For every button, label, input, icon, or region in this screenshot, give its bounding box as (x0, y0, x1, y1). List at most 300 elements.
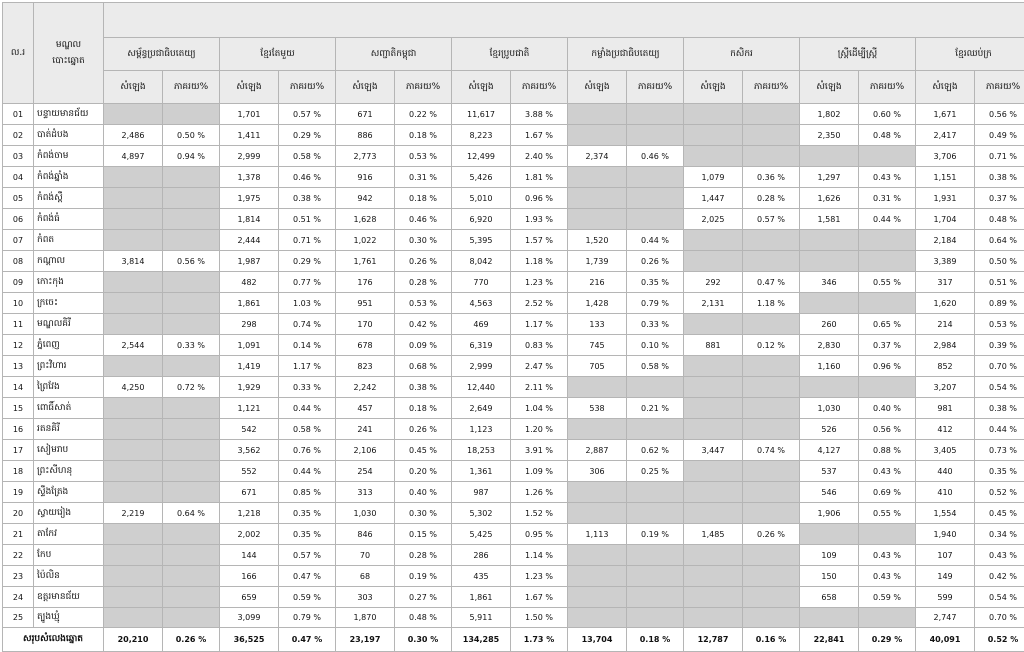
votes-cell (104, 482, 163, 503)
row-number: 19 (3, 482, 34, 503)
total-row (3, 628, 1024, 652)
table-row (3, 146, 1024, 167)
province-name: កំពង់ធំ (34, 209, 104, 230)
votes-cell (684, 419, 743, 440)
votes-cell (684, 461, 743, 482)
percent-cell (743, 251, 800, 272)
percent-cell: 0.89 % (975, 293, 1024, 314)
percent-cell: 0.46 % (395, 209, 452, 230)
total-percent-cell: 0.16 % (743, 628, 800, 652)
votes-cell: 2,184 (916, 230, 975, 251)
votes-cell: 1,554 (916, 503, 975, 524)
percent-cell (163, 167, 220, 188)
percent-cell: 0.50 % (975, 251, 1024, 272)
percent-cell: 0.42 % (395, 314, 452, 335)
votes-cell: 1,975 (220, 188, 279, 209)
percent-cell: 0.56 % (163, 251, 220, 272)
header-percent: ភាគរយ% (975, 71, 1024, 104)
votes-cell: 18,253 (452, 440, 511, 461)
percent-cell: 0.60 % (859, 104, 916, 125)
percent-cell: 1.17 % (511, 314, 568, 335)
votes-cell (800, 230, 859, 251)
votes-cell: 1,022 (336, 230, 395, 251)
votes-cell (568, 377, 627, 398)
votes-cell (568, 587, 627, 608)
header-party-7: ស្ត្រីដើម្បីស្ត្រី (800, 38, 916, 71)
province-name: បន្ទាយមានជ័យ (34, 104, 104, 125)
votes-cell: 254 (336, 461, 395, 482)
percent-cell: 0.29 % (279, 125, 336, 146)
votes-cell: 12,499 (452, 146, 511, 167)
votes-cell: 1,739 (568, 251, 627, 272)
votes-cell (684, 146, 743, 167)
votes-cell: 981 (916, 398, 975, 419)
header-party-4: ខ្មែរប្រូបជាតិ (452, 38, 568, 71)
votes-cell: 435 (452, 566, 511, 587)
row-number: 14 (3, 377, 34, 398)
votes-cell: 150 (800, 566, 859, 587)
percent-cell: 0.50 % (163, 125, 220, 146)
votes-cell: 2,444 (220, 230, 279, 251)
votes-cell (684, 545, 743, 566)
percent-cell: 0.51 % (975, 272, 1024, 293)
percent-cell: 0.09 % (395, 335, 452, 356)
votes-cell (568, 167, 627, 188)
percent-cell (163, 440, 220, 461)
percent-cell: 1.04 % (511, 398, 568, 419)
votes-cell: 214 (916, 314, 975, 335)
province-name: កោះកុង (34, 272, 104, 293)
percent-cell: 0.14 % (279, 335, 336, 356)
row-number: 12 (3, 335, 34, 356)
percent-cell: 0.47 % (279, 566, 336, 587)
votes-cell (104, 587, 163, 608)
votes-cell: 3,814 (104, 251, 163, 272)
votes-cell: 542 (220, 419, 279, 440)
votes-cell: 2,131 (684, 293, 743, 314)
table-row (3, 440, 1024, 461)
table-row (3, 104, 1024, 125)
province-name: ត្បូងឃ្មុំ (34, 608, 104, 628)
province-name: ភ្នំពេញ (34, 335, 104, 356)
header-votes: សំឡេង (104, 71, 163, 104)
percent-cell: 0.45 % (975, 503, 1024, 524)
province-name: កំពង់ចាម (34, 146, 104, 167)
percent-cell: 0.79 % (279, 608, 336, 628)
percent-cell (743, 482, 800, 503)
votes-cell: 6,319 (452, 335, 511, 356)
percent-cell: 0.44 % (279, 461, 336, 482)
percent-cell: 1.26 % (511, 482, 568, 503)
votes-cell: 3,447 (684, 440, 743, 461)
percent-cell: 0.34 % (975, 524, 1024, 545)
percent-cell: 0.27 % (395, 587, 452, 608)
votes-cell: 1,814 (220, 209, 279, 230)
votes-cell: 5,425 (452, 524, 511, 545)
percent-cell: 0.48 % (975, 209, 1024, 230)
votes-cell: 770 (452, 272, 511, 293)
votes-cell: 3,405 (916, 440, 975, 461)
percent-cell: 0.79 % (627, 293, 684, 314)
votes-cell: 1,121 (220, 398, 279, 419)
votes-cell (104, 545, 163, 566)
percent-cell: 0.36 % (743, 167, 800, 188)
percent-cell (859, 377, 916, 398)
province-name: ព្រះសីហនុ (34, 461, 104, 482)
header-top-row (3, 3, 1024, 38)
votes-cell: 6,920 (452, 209, 511, 230)
votes-cell (684, 230, 743, 251)
votes-cell (568, 188, 627, 209)
table-row (3, 482, 1024, 503)
percent-cell: 0.33 % (627, 314, 684, 335)
percent-cell: 0.54 % (975, 587, 1024, 608)
votes-cell: 823 (336, 356, 395, 377)
votes-cell: 1,297 (800, 167, 859, 188)
percent-cell: 0.37 % (975, 188, 1024, 209)
votes-cell: 1,030 (336, 503, 395, 524)
votes-cell (104, 167, 163, 188)
votes-cell (800, 251, 859, 272)
total-percent-cell: 0.52 % (975, 628, 1024, 652)
percent-cell: 0.40 % (859, 398, 916, 419)
table-row (3, 293, 1024, 314)
province-name: តាកែវ (34, 524, 104, 545)
total-percent-cell: 0.47 % (279, 628, 336, 652)
votes-cell: 671 (220, 482, 279, 503)
percent-cell: 0.10 % (627, 335, 684, 356)
percent-cell: 1.18 % (743, 293, 800, 314)
votes-cell: 2,773 (336, 146, 395, 167)
votes-cell: 1,123 (452, 419, 511, 440)
percent-cell: 0.44 % (859, 209, 916, 230)
province-name: បាត់ដំបង (34, 125, 104, 146)
votes-cell: 886 (336, 125, 395, 146)
percent-cell: 0.48 % (395, 608, 452, 628)
votes-cell: 144 (220, 545, 279, 566)
percent-cell: 0.30 % (395, 503, 452, 524)
votes-cell: 678 (336, 335, 395, 356)
row-number: 03 (3, 146, 34, 167)
votes-cell: 482 (220, 272, 279, 293)
votes-cell: 3,389 (916, 251, 975, 272)
votes-cell: 2,374 (568, 146, 627, 167)
votes-cell: 457 (336, 398, 395, 419)
percent-cell: 1.20 % (511, 419, 568, 440)
votes-cell: 3,562 (220, 440, 279, 461)
province-name: កែប (34, 545, 104, 566)
votes-cell: 1,861 (452, 587, 511, 608)
votes-cell: 12,440 (452, 377, 511, 398)
votes-cell: 2,219 (104, 503, 163, 524)
votes-cell: 526 (800, 419, 859, 440)
votes-cell: 4,897 (104, 146, 163, 167)
header-blank-band (104, 3, 1024, 38)
percent-cell (743, 314, 800, 335)
votes-cell: 313 (336, 482, 395, 503)
percent-cell: 0.28 % (395, 545, 452, 566)
province-name: ឧត្តរមានជ័យ (34, 587, 104, 608)
percent-cell (163, 608, 220, 628)
votes-cell: 546 (800, 482, 859, 503)
votes-cell: 166 (220, 566, 279, 587)
percent-cell (743, 125, 800, 146)
table-row (3, 314, 1024, 335)
percent-cell: 0.59 % (279, 587, 336, 608)
percent-cell (743, 608, 800, 628)
province-name: ស្ទឹងត្រែង (34, 482, 104, 503)
percent-cell (163, 566, 220, 587)
votes-cell: 1,091 (220, 335, 279, 356)
percent-cell: 0.74 % (279, 314, 336, 335)
table-body (3, 104, 1024, 652)
total-votes-cell: 13,704 (568, 628, 627, 652)
header-row-number: ល.រ (3, 3, 34, 104)
votes-cell: 260 (800, 314, 859, 335)
percent-cell: 0.96 % (511, 188, 568, 209)
votes-cell: 1,931 (916, 188, 975, 209)
row-number: 10 (3, 293, 34, 314)
percent-cell: 0.37 % (859, 335, 916, 356)
votes-cell (568, 545, 627, 566)
percent-cell (743, 587, 800, 608)
percent-cell (163, 209, 220, 230)
votes-cell (684, 104, 743, 125)
percent-cell: 0.44 % (627, 230, 684, 251)
percent-cell (627, 419, 684, 440)
row-number: 11 (3, 314, 34, 335)
votes-cell (684, 608, 743, 628)
percent-cell (627, 545, 684, 566)
percent-cell (743, 377, 800, 398)
percent-cell: 0.96 % (859, 356, 916, 377)
percent-cell (163, 419, 220, 440)
percent-cell: 0.56 % (975, 104, 1024, 125)
table-row (3, 167, 1024, 188)
header-votes: សំឡេង (684, 71, 743, 104)
province-name: ព្រៃវែង (34, 377, 104, 398)
percent-cell: 0.38 % (279, 188, 336, 209)
percent-cell (163, 398, 220, 419)
votes-cell: 2,544 (104, 335, 163, 356)
header-votes: សំឡេង (452, 71, 511, 104)
percent-cell: 0.83 % (511, 335, 568, 356)
header-votes: សំឡេង (800, 71, 859, 104)
percent-cell: 1.67 % (511, 587, 568, 608)
votes-cell: 1,761 (336, 251, 395, 272)
percent-cell: 0.19 % (395, 566, 452, 587)
table-row (3, 188, 1024, 209)
percent-cell: 0.54 % (975, 377, 1024, 398)
votes-cell: 298 (220, 314, 279, 335)
percent-cell (627, 482, 684, 503)
votes-cell: 1,701 (220, 104, 279, 125)
percent-cell (627, 167, 684, 188)
percent-cell: 1.57 % (511, 230, 568, 251)
table-row (3, 419, 1024, 440)
percent-cell: 2.47 % (511, 356, 568, 377)
percent-cell: 2.52 % (511, 293, 568, 314)
votes-cell: 176 (336, 272, 395, 293)
total-votes-cell: 23,197 (336, 628, 395, 652)
votes-cell: 659 (220, 587, 279, 608)
votes-cell: 1,151 (916, 167, 975, 188)
votes-cell: 846 (336, 524, 395, 545)
percent-cell: 1.81 % (511, 167, 568, 188)
row-number: 21 (3, 524, 34, 545)
votes-cell: 705 (568, 356, 627, 377)
votes-cell: 107 (916, 545, 975, 566)
percent-cell: 0.57 % (279, 545, 336, 566)
votes-cell: 216 (568, 272, 627, 293)
votes-cell: 292 (684, 272, 743, 293)
row-number: 09 (3, 272, 34, 293)
percent-cell: 3.88 % (511, 104, 568, 125)
percent-cell: 0.70 % (975, 356, 1024, 377)
votes-cell: 671 (336, 104, 395, 125)
header-percent: ភាគរយ% (511, 71, 568, 104)
percent-cell (859, 293, 916, 314)
votes-cell (568, 566, 627, 587)
percent-cell (743, 503, 800, 524)
total-label: សរុបសំលេងឆ្នោត (3, 628, 104, 652)
percent-cell (743, 419, 800, 440)
votes-cell: 987 (452, 482, 511, 503)
results-table-wrapper (2, 2, 1021, 652)
row-number: 23 (3, 566, 34, 587)
votes-cell: 2,242 (336, 377, 395, 398)
total-votes-cell: 22,841 (800, 628, 859, 652)
votes-cell: 2,025 (684, 209, 743, 230)
percent-cell (163, 356, 220, 377)
percent-cell: 0.31 % (395, 167, 452, 188)
votes-cell (104, 209, 163, 230)
row-number: 02 (3, 125, 34, 146)
percent-cell: 0.42 % (975, 566, 1024, 587)
votes-cell (104, 188, 163, 209)
province-name: ក្រចេះ (34, 293, 104, 314)
percent-cell (627, 566, 684, 587)
percent-cell: 0.46 % (279, 167, 336, 188)
percent-cell: 0.44 % (975, 419, 1024, 440)
province-name: កណ្ដាល (34, 251, 104, 272)
percent-cell: 0.58 % (279, 419, 336, 440)
percent-cell (743, 398, 800, 419)
percent-cell: 0.68 % (395, 356, 452, 377)
percent-cell: 0.47 % (743, 272, 800, 293)
votes-cell (104, 566, 163, 587)
percent-cell: 1.14 % (511, 545, 568, 566)
percent-cell (859, 524, 916, 545)
province-name: ស្វាយរៀង (34, 503, 104, 524)
votes-cell: 133 (568, 314, 627, 335)
votes-cell: 1,160 (800, 356, 859, 377)
votes-cell: 2,417 (916, 125, 975, 146)
votes-cell (684, 503, 743, 524)
row-number: 16 (3, 419, 34, 440)
percent-cell: 0.39 % (975, 335, 1024, 356)
votes-cell (568, 125, 627, 146)
votes-cell (104, 440, 163, 461)
votes-cell (104, 398, 163, 419)
votes-cell: 1,520 (568, 230, 627, 251)
row-number: 06 (3, 209, 34, 230)
percent-cell: 0.53 % (395, 146, 452, 167)
votes-cell (800, 608, 859, 628)
percent-cell: 1.23 % (511, 566, 568, 587)
row-number: 24 (3, 587, 34, 608)
votes-cell: 1,378 (220, 167, 279, 188)
votes-cell (104, 419, 163, 440)
votes-cell: 1,861 (220, 293, 279, 314)
votes-cell: 1,411 (220, 125, 279, 146)
votes-cell: 2,999 (220, 146, 279, 167)
votes-cell: 3,207 (916, 377, 975, 398)
votes-cell: 916 (336, 167, 395, 188)
percent-cell: 0.52 % (975, 482, 1024, 503)
votes-cell (104, 356, 163, 377)
votes-cell: 70 (336, 545, 395, 566)
percent-cell (859, 608, 916, 628)
percent-cell: 0.56 % (859, 419, 916, 440)
percent-cell (627, 188, 684, 209)
votes-cell: 552 (220, 461, 279, 482)
percent-cell: 0.71 % (279, 230, 336, 251)
percent-cell: 0.35 % (975, 461, 1024, 482)
header-percent: ភាគរយ% (743, 71, 800, 104)
votes-cell: 241 (336, 419, 395, 440)
percent-cell (163, 524, 220, 545)
percent-cell: 0.57 % (279, 104, 336, 125)
votes-cell: 2,999 (452, 356, 511, 377)
percent-cell (163, 230, 220, 251)
header-votes: សំឡេង (220, 71, 279, 104)
votes-cell: 942 (336, 188, 395, 209)
votes-cell: 951 (336, 293, 395, 314)
percent-cell (163, 188, 220, 209)
table-row (3, 272, 1024, 293)
percent-cell: 0.64 % (975, 230, 1024, 251)
votes-cell: 3,099 (220, 608, 279, 628)
percent-cell: 0.38 % (395, 377, 452, 398)
votes-cell: 8,223 (452, 125, 511, 146)
votes-cell: 4,250 (104, 377, 163, 398)
province-name: កំពង់ស្ពឺ (34, 188, 104, 209)
votes-cell: 109 (800, 545, 859, 566)
percent-cell: 0.35 % (279, 503, 336, 524)
header-province (34, 3, 104, 104)
votes-cell: 412 (916, 419, 975, 440)
votes-cell: 1,929 (220, 377, 279, 398)
percent-cell: 0.30 % (395, 230, 452, 251)
votes-cell: 8,042 (452, 251, 511, 272)
percent-cell: 0.57 % (743, 209, 800, 230)
votes-cell (800, 524, 859, 545)
votes-cell (104, 461, 163, 482)
percent-cell: 0.48 % (859, 125, 916, 146)
header-party-6: កសិករ (684, 38, 800, 71)
votes-cell: 286 (452, 545, 511, 566)
table-row (3, 377, 1024, 398)
row-number: 15 (3, 398, 34, 419)
votes-cell (800, 377, 859, 398)
percent-cell: 0.31 % (859, 188, 916, 209)
votes-cell: 1,361 (452, 461, 511, 482)
votes-cell: 1,870 (336, 608, 395, 628)
percent-cell: 0.43 % (859, 461, 916, 482)
votes-cell: 4,127 (800, 440, 859, 461)
votes-cell: 5,395 (452, 230, 511, 251)
